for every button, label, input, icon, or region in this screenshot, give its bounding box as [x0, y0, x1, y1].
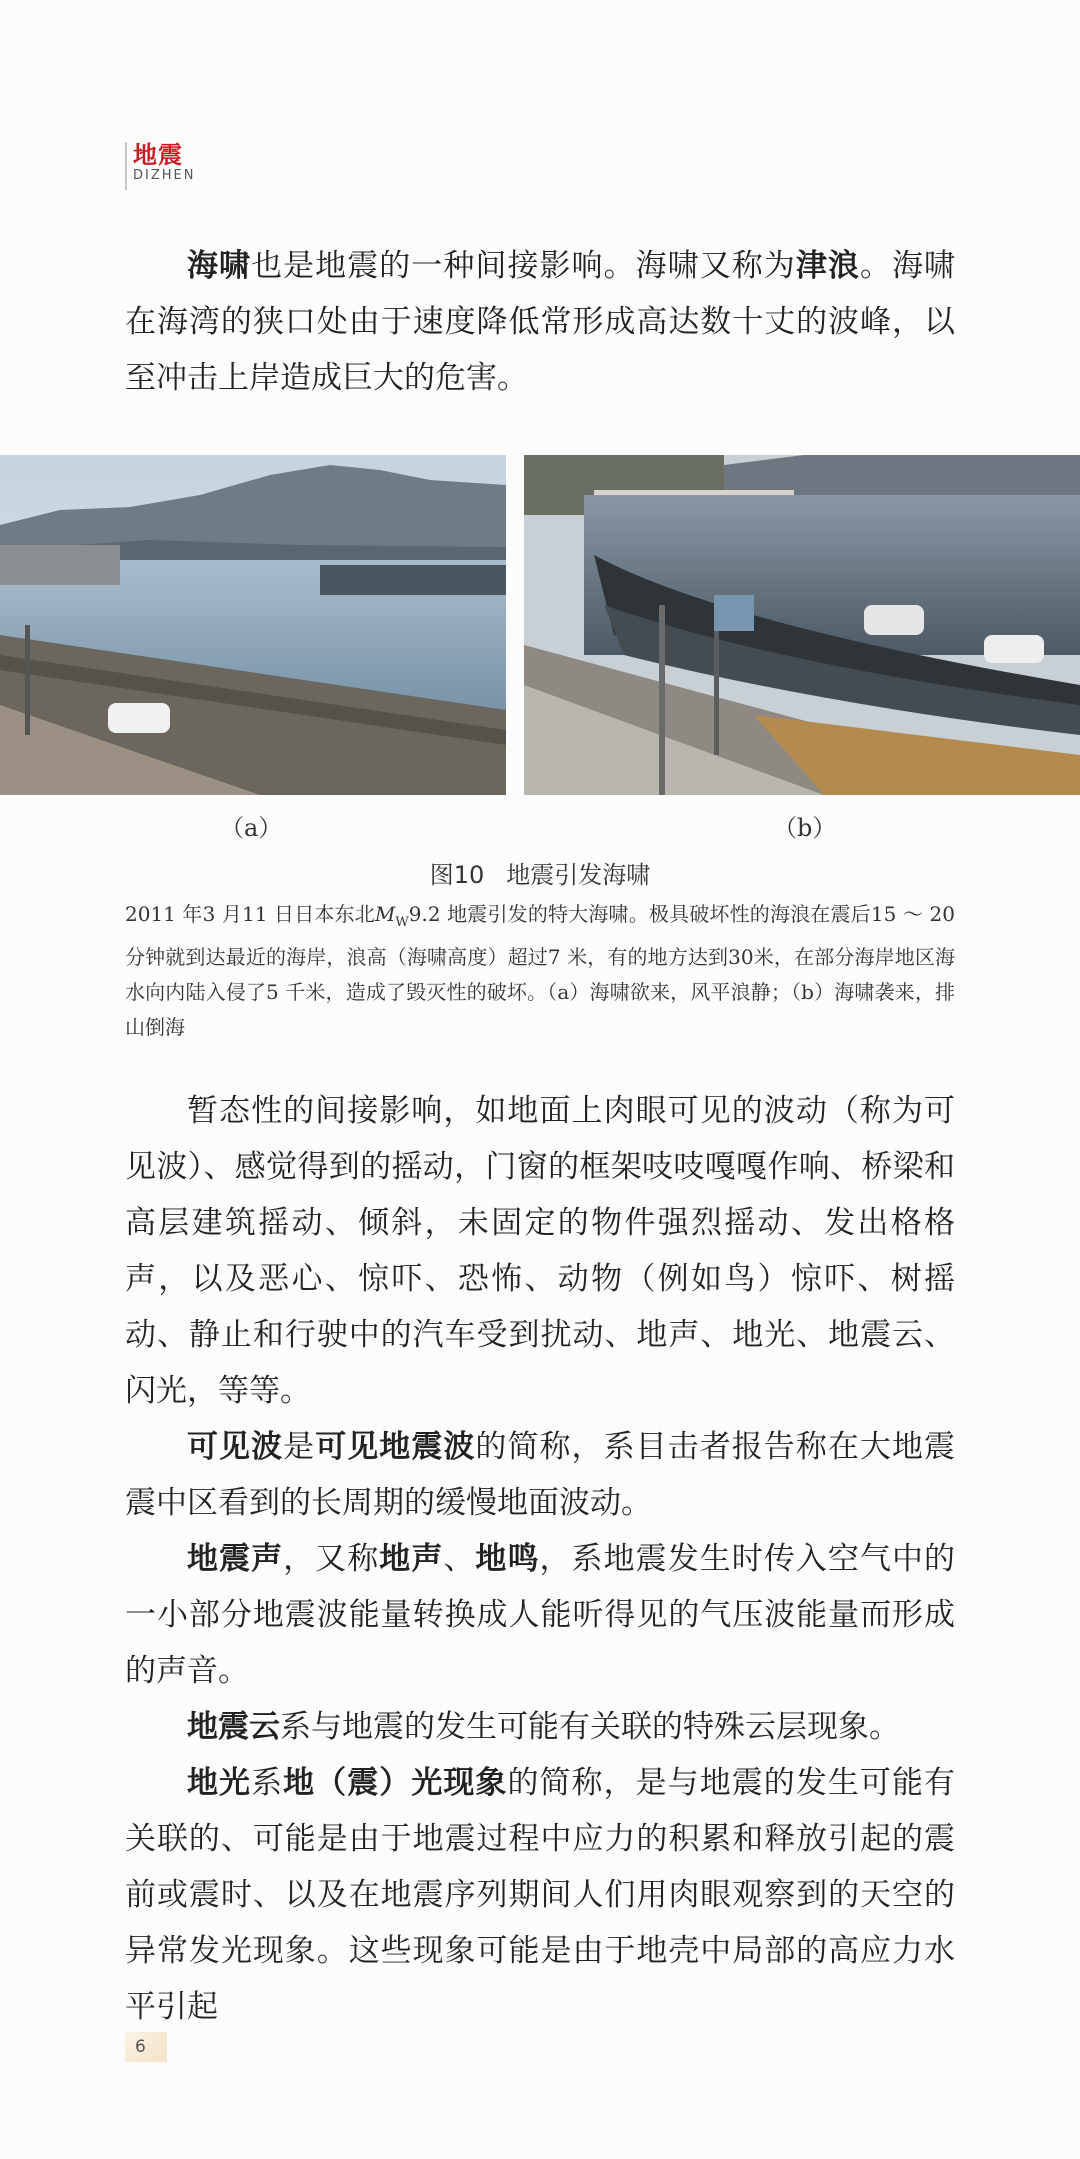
paragraph-visible-waves: 可见波是可见地震波的简称，系目击者报告称在大地震震中区看到的长周期的缓慢地面波动。: [125, 1429, 956, 1521]
term-visible-seismic-wave: 可见地震波: [315, 1429, 476, 1465]
figure-number: 图10: [429, 861, 485, 889]
photo-b-tsunami-wave: [524, 455, 1080, 795]
logo-pinyin: DIZHEN: [133, 168, 196, 183]
logo-chinese: 地震: [133, 141, 183, 169]
running-header: [125, 142, 210, 190]
term-earthquake-cloud: 地震云: [187, 1709, 280, 1745]
paragraph-transient-effects: 暂态性的间接影响，如地面上肉眼可见的波动（称为可见波）、感觉得到的摇动，门窗的框架吱吱嘎嘎作响、桥梁和高层建筑摇动、倾斜，未固定的物件强烈摇动、发出格格声，以及恶心、惊吓、恐怖、动物（例如鸟）惊吓、树摇动、静止和行驶中的汽车受到扰动、地声、地光、地震云、闪光，等等。: [125, 1093, 955, 1409]
figure-title: [0, 855, 1080, 890]
page-number: 6: [125, 2032, 167, 2062]
term-ground-sound: 地声: [379, 1541, 444, 1577]
book-logo: [125, 142, 210, 190]
term-ground-roar: 地鸣: [475, 1541, 540, 1577]
paragraph-earthquake-sound: 地震声，又称地声、地鸣，系地震发生时传入空气中的一小部分地震波能量转换成人能听得见的气压波能量而形成的声音。: [125, 1541, 956, 1689]
term-earthquake-light: 地光: [187, 1765, 252, 1801]
figure-title-text: 地震引发海啸: [506, 861, 651, 889]
term-tsunami-alt: 津浪: [795, 248, 860, 284]
paragraph-earthquake-light: 地光系地（震）光现象的简称，是与地震的发生可能有关联的、可能是由于地震过程中应力的积累和释放引起的震前或震时、以及在地震序列期间人们用肉眼观察到的天空的异常发光现象。这些现象可能是由于地壳中局部的高应力水平引起: [125, 1765, 956, 2025]
term-earthquake-light-phenomenon: 地（震）光现象: [283, 1765, 508, 1801]
figure-caption: 2011 年3 月11 日日本东北$M_W9.2$ 地震引发的特大海啸。极具破坏性的海浪在震后15 ～ 20 分钟就到达最近的海岸，浪高（海啸高度）超过7 米，有的地方达到30米，在部分海岸地区海水向内陆入侵了5 千米，造成了毁灭性的破坏。（a）海啸欲来，风平浪静；（b）海啸袭来，排山倒海: [125, 902, 955, 1039]
magnitude-symbol: M: [374, 902, 396, 926]
paragraph-earthquake-cloud: 地震云系与地震的发生可能有关联的特殊云层现象。: [187, 1709, 900, 1745]
subfigure-label-a: （a）: [220, 814, 283, 842]
term-visible-wave: 可见波: [187, 1429, 284, 1465]
term-earthquake-sound: 地震声: [187, 1541, 284, 1577]
paragraph-tsunami: 海啸也是地震的一种间接影响。海啸又称为津浪。海啸在海湾的狭口处由于速度降低常形成高达数十丈的波峰，以至冲击上岸造成巨大的危害。: [125, 248, 956, 396]
photo-a-calm-harbor: [0, 455, 506, 795]
term-tsunami: 海啸: [187, 248, 252, 284]
subfigure-label-b: （b）: [773, 814, 837, 842]
